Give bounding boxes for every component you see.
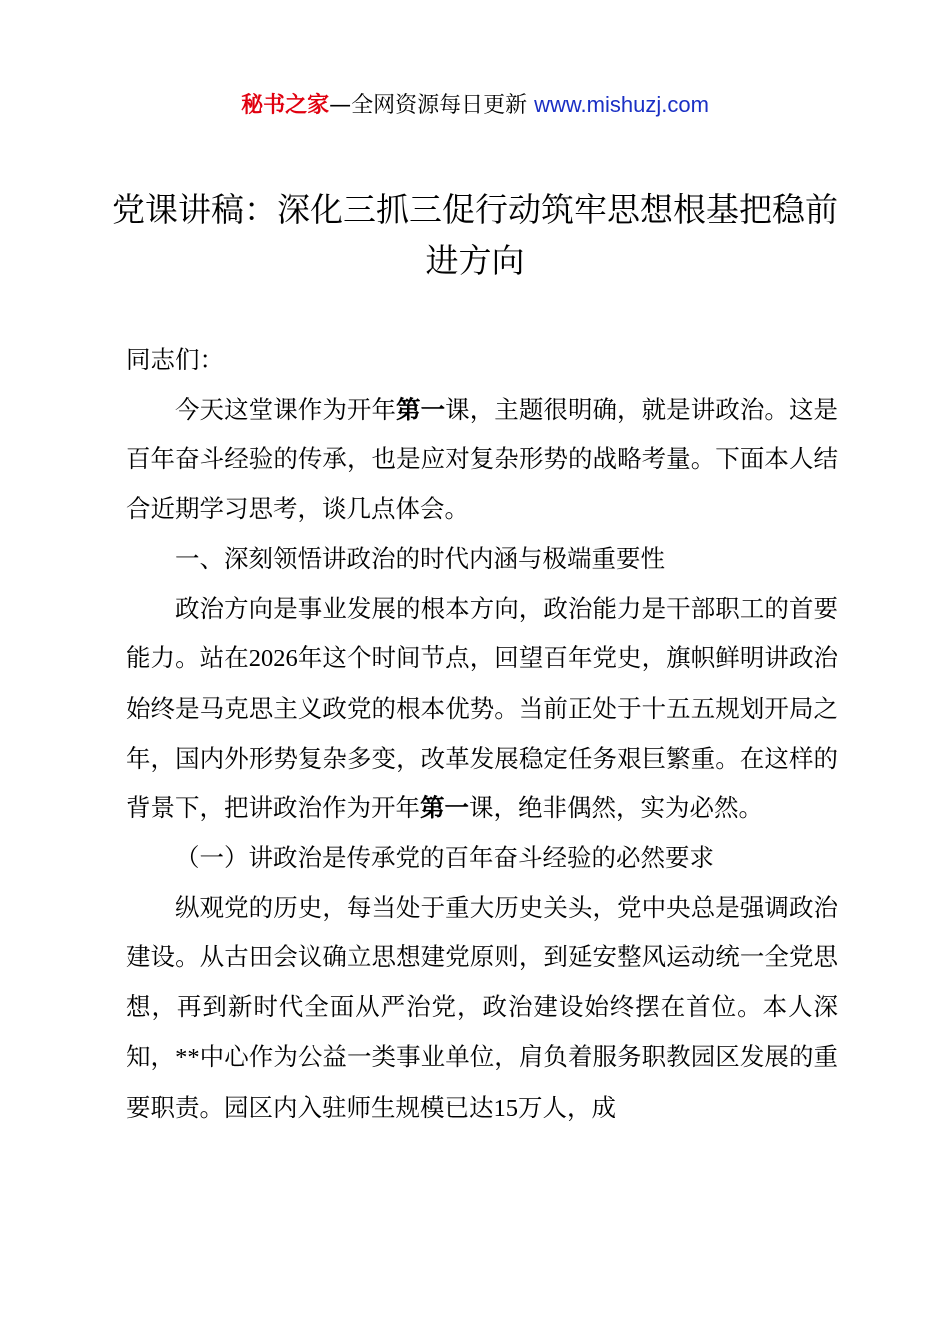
document-title: 党课讲稿：深化三抓三促行动筑牢思想根基把稳前进方向 (112, 190, 838, 280)
text-run: 课，绝非偶然，实为必然。 (469, 793, 763, 823)
text-run: 年这个时间节点，回望百年党史，旗帜鲜明讲政治始终是马克思主义政党的根本优势。当前正处于十五五规划开局之年，国内外形势复杂多变，改革发展稳定任务艰巨繁重。在这样的背景下，把讲政治作为开年 (126, 643, 839, 823)
text-run: 纵观党的历史，每当处于重大历史关头，党中央总是强调政治建设。从古田会议确立思想建党原则，到延安整风运动统一全党思想，再到新时代全面从严治党，政治建设始终摆在首位。本人深知， (126, 892, 838, 1071)
document-body (126, 335, 838, 1133)
site-tagline: —全网资源每日更新 (329, 93, 535, 118)
count-number: 15 (493, 1094, 518, 1122)
text-run: 政治方向是事业发展的根本方向，政治能力是干部职工的首要能力。站在 (126, 593, 838, 673)
site-brand: 秘书之家 (241, 93, 330, 118)
site-header (0, 88, 950, 123)
year-number: 2026 (248, 645, 298, 673)
bold-text: 第一 (396, 394, 446, 424)
section-heading: 一、深刻领悟讲政治的时代内涵与极端重要性 (175, 543, 665, 573)
subsection-heading: （一）讲政治是传承党的百年奋斗经验的必然要求 (175, 843, 714, 873)
placeholder-stars: ** (175, 1043, 200, 1071)
paragraph-intro (126, 385, 838, 534)
text-run: 万人，成 (518, 1092, 616, 1122)
text-run: 课，主题很明确，就是讲政治。这是百年奋斗经验的传承，也是应对复杂形势的战略考量。下面本人结合近期学习思考，谈几点体会。 (126, 394, 839, 524)
bold-text: 第一 (420, 793, 469, 823)
text-run: 中心作为公益一类事业单位，肩负着服务职教园区发展的重要职责。园区内入驻师生规模已达 (126, 1041, 838, 1122)
paragraph-political-direction (126, 584, 838, 834)
paragraph-party-history (126, 883, 838, 1134)
site-url-link[interactable]: www.mishuzj.com (534, 92, 709, 117)
salutation: 同志们： (126, 345, 224, 374)
text-run: 今天这堂课作为开年 (175, 394, 397, 424)
